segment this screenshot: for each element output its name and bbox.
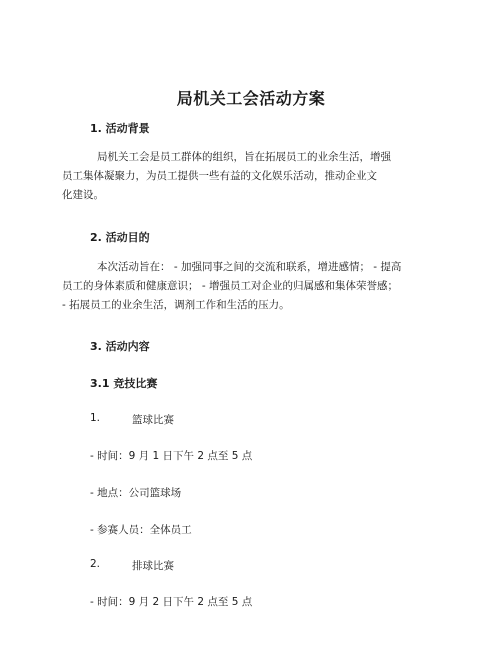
section-heading-background: 1. 活动背景: [90, 122, 150, 135]
list-item-detail: - 时间：9 月 1 日下午 2 点至 5 点: [90, 450, 253, 462]
paragraph-line: - 拓展员工的业余生活，调剂工作和生活的压力。: [62, 299, 290, 311]
list-item-name: 篮球比赛: [132, 414, 174, 426]
paragraph-line: 化建设。: [62, 189, 104, 201]
list-item-number: 1.: [90, 412, 101, 424]
list-item-detail: - 地点：公司篮球场: [90, 487, 182, 499]
section-heading-purpose: 2. 活动目的: [90, 231, 150, 244]
paragraph-line: 员工的身体素质和健康意识； - 增强员工对企业的归属感和集体荣誉感；: [62, 280, 398, 292]
list-item-number: 2.: [90, 558, 101, 570]
paragraph-line: 员工集体凝聚力，为员工提供一些有益的文化娱乐活动，推动企业文: [62, 170, 377, 182]
list-item-name: 排球比赛: [132, 560, 174, 572]
list-item-detail: - 时间：9 月 2 日下午 2 点至 5 点: [90, 596, 253, 608]
section-heading-content: 3. 活动内容: [90, 340, 150, 353]
paragraph-line: 局机关工会是员工群体的组织，旨在拓展员工的业余生活，增强: [97, 151, 391, 163]
subsection-heading-competition: 3.1 竞技比赛: [90, 377, 158, 390]
document-title: 局机关工会活动方案: [176, 89, 326, 108]
list-item-detail: - 参赛人员：全体员工: [90, 524, 192, 536]
paragraph-line: 本次活动旨在： - 加强同事之间的交流和联系，增进感情； - 提高: [97, 261, 402, 273]
